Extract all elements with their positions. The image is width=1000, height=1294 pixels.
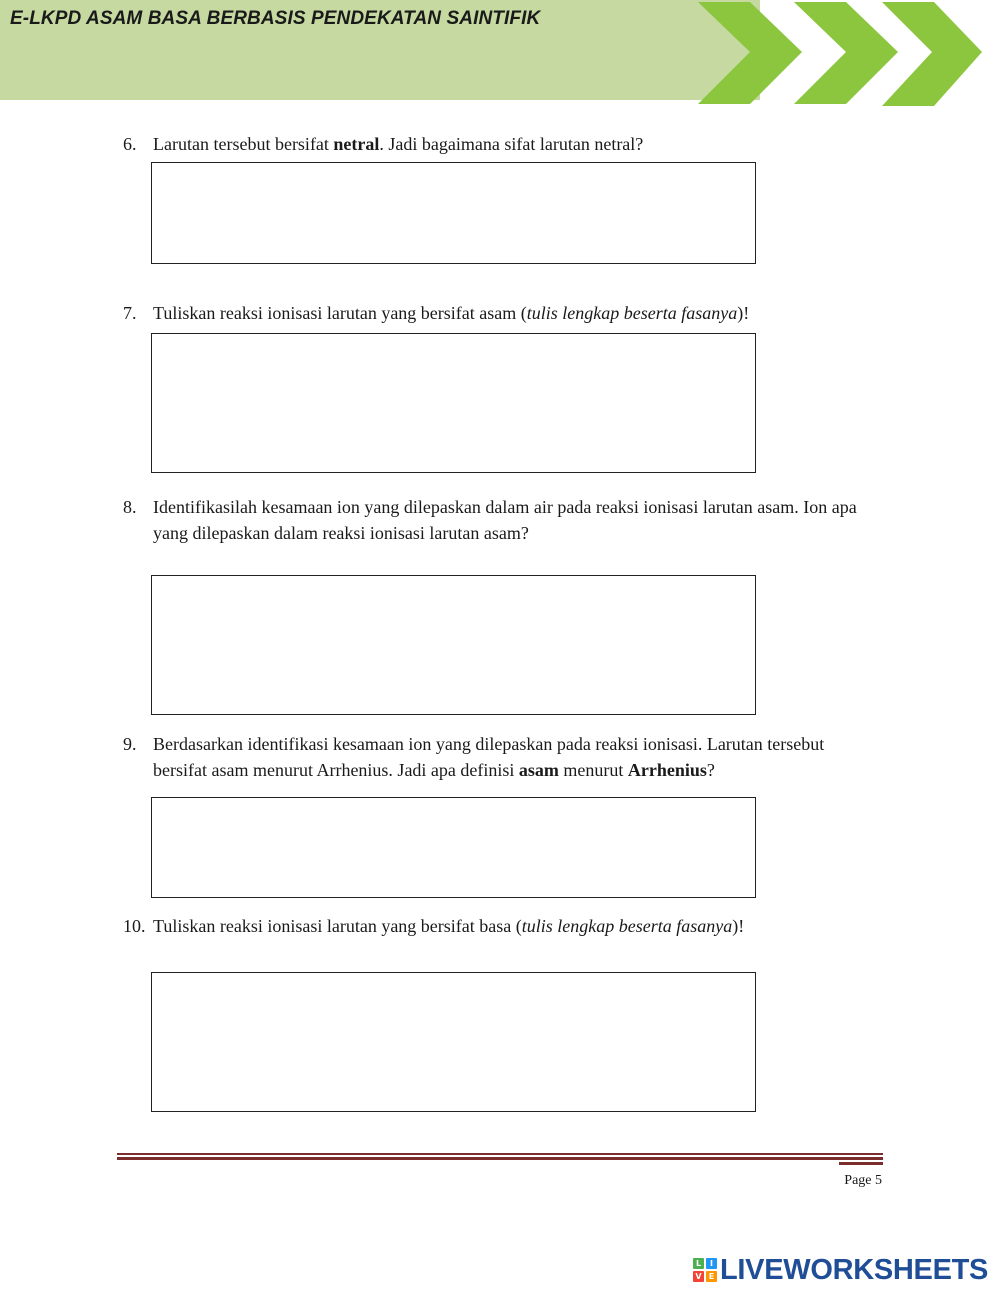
answer-box-8[interactable] [151, 575, 756, 715]
question-7 [123, 300, 873, 326]
question-text: Berdasarkan identifikasi kesamaan ion yang dilepaskan pada reaksi ionisasi. Larutan tersebut bersifat asam menurut Arrhenius. Jadi apa definisi asam menurut Arrhenius? [153, 734, 825, 780]
question-text: Larutan tersebut bersifat netral. Jadi bagaimana sifat larutan netral? [153, 134, 644, 154]
header-title: E-LKPD ASAM BASA BERBASIS PENDEKATAN SAINTIFIK [10, 8, 541, 29]
answer-box-9[interactable] [151, 797, 756, 898]
question-number: 7. [123, 303, 137, 323]
answer-box-7[interactable] [151, 333, 756, 473]
liveworksheets-name: LIVEWORKSHEETS [720, 1253, 989, 1286]
answer-input-8[interactable] [152, 576, 755, 714]
chevron-icon [882, 2, 982, 106]
question-number: 8. [123, 497, 137, 517]
question-text: Identifikasilah kesamaan ion yang dilepaskan dalam air pada reaksi ionisasi larutan asam. Ion apa yang dilepaskan dalam reaksi ionisasi larutan asam? [153, 497, 857, 543]
liveworksheets-grid-icon: L I V E [693, 1258, 717, 1282]
question-number: 9. [123, 734, 137, 754]
question-number: 6. [123, 134, 137, 154]
answer-input-9[interactable] [152, 798, 755, 897]
liveworksheets-logo[interactable] [693, 1252, 988, 1288]
question-6 [123, 131, 873, 157]
page-header [0, 0, 1000, 112]
answer-box-10[interactable] [151, 972, 756, 1112]
question-9 [123, 731, 873, 783]
question-text: Tuliskan reaksi ionisasi larutan yang bersifat basa (tulis lengkap beserta fasanya)! [153, 916, 745, 936]
answer-input-7[interactable] [152, 334, 755, 472]
question-8 [123, 494, 873, 546]
question-number: 10. [123, 916, 146, 936]
question-10 [123, 913, 873, 939]
answer-input-6[interactable] [152, 163, 755, 263]
page-number: Page 5 [844, 1173, 882, 1188]
footer-divider [117, 1153, 883, 1167]
question-text: Tuliskan reaksi ionisasi larutan yang bersifat asam (tulis lengkap beserta fasanya)! [153, 303, 750, 323]
answer-box-6[interactable] [151, 162, 756, 264]
answer-input-10[interactable] [152, 973, 755, 1111]
chevron-icon [794, 2, 898, 104]
